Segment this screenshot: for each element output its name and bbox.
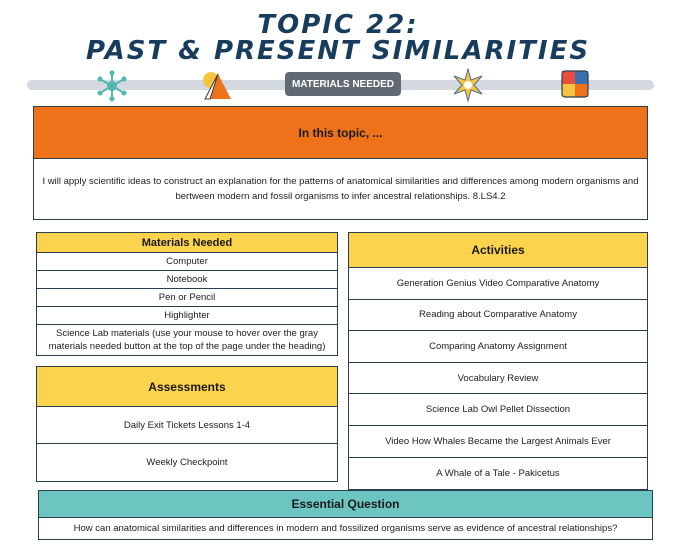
activity-link[interactable]: Comparing Anatomy Assignment (349, 331, 647, 363)
table-row: Science Lab materials (use your mouse to hover over the gray materials needed button at the top of the page under the heading) (48, 328, 326, 352)
materials-heading: Materials Needed (37, 233, 337, 253)
activity-link[interactable]: Generation Genius Video Comparative Anatomy (349, 268, 647, 300)
table-row: Pen or Pencil (37, 289, 337, 307)
activity-link[interactable]: A Whale of a Tale - Pakicetus (436, 467, 560, 479)
table-row: Notebook (37, 271, 337, 289)
star-burst-icon (451, 68, 485, 102)
shapes-icon (200, 70, 232, 100)
page-title-line2: PAST & PRESENT SIMILARITIES (85, 36, 591, 66)
assessments-table (36, 366, 338, 482)
intro-heading: In this topic, ... (34, 107, 647, 159)
activity-link[interactable]: Video How Whales Became the Largest Animals Ever (349, 426, 647, 458)
essential-question-heading: Essential Question (39, 491, 652, 518)
essential-question-body: How can anatomical similarities and differences in modern and fossilized organisms serve as evidence of ancestral relationships? (73, 523, 618, 534)
table-row: Computer (37, 253, 337, 271)
materials-table (36, 232, 338, 356)
activities-table (348, 232, 648, 490)
activity-link[interactable]: Science Lab Owl Pellet Dissection (349, 394, 647, 426)
table-row[interactable]: Weekly Checkpoint (146, 457, 228, 468)
materials-needed-button[interactable]: MATERIALS NEEDED (285, 72, 401, 96)
activity-link[interactable]: Vocabulary Review (349, 363, 647, 395)
activities-heading: Activities (349, 233, 647, 268)
activity-link[interactable]: Reading about Comparative Anatomy (349, 300, 647, 332)
table-row: Highlighter (37, 307, 337, 325)
table-row[interactable]: Daily Exit Tickets Lessons 1-4 (37, 407, 337, 444)
page-title-line1: TOPIC 22: (257, 10, 419, 40)
assessments-heading: Assessments (37, 367, 337, 407)
essential-question-section (38, 490, 653, 540)
color-cube-icon (561, 70, 589, 98)
intro-body: I will apply scientific ideas to construct an explanation for the patterns of anatomical similarities and differences among modern organisms and bertween modern and fossil organisms to infer ancestral relationships. 8.LS4.2 (42, 176, 639, 202)
molecule-icon (96, 70, 128, 102)
intro-section (33, 106, 648, 220)
